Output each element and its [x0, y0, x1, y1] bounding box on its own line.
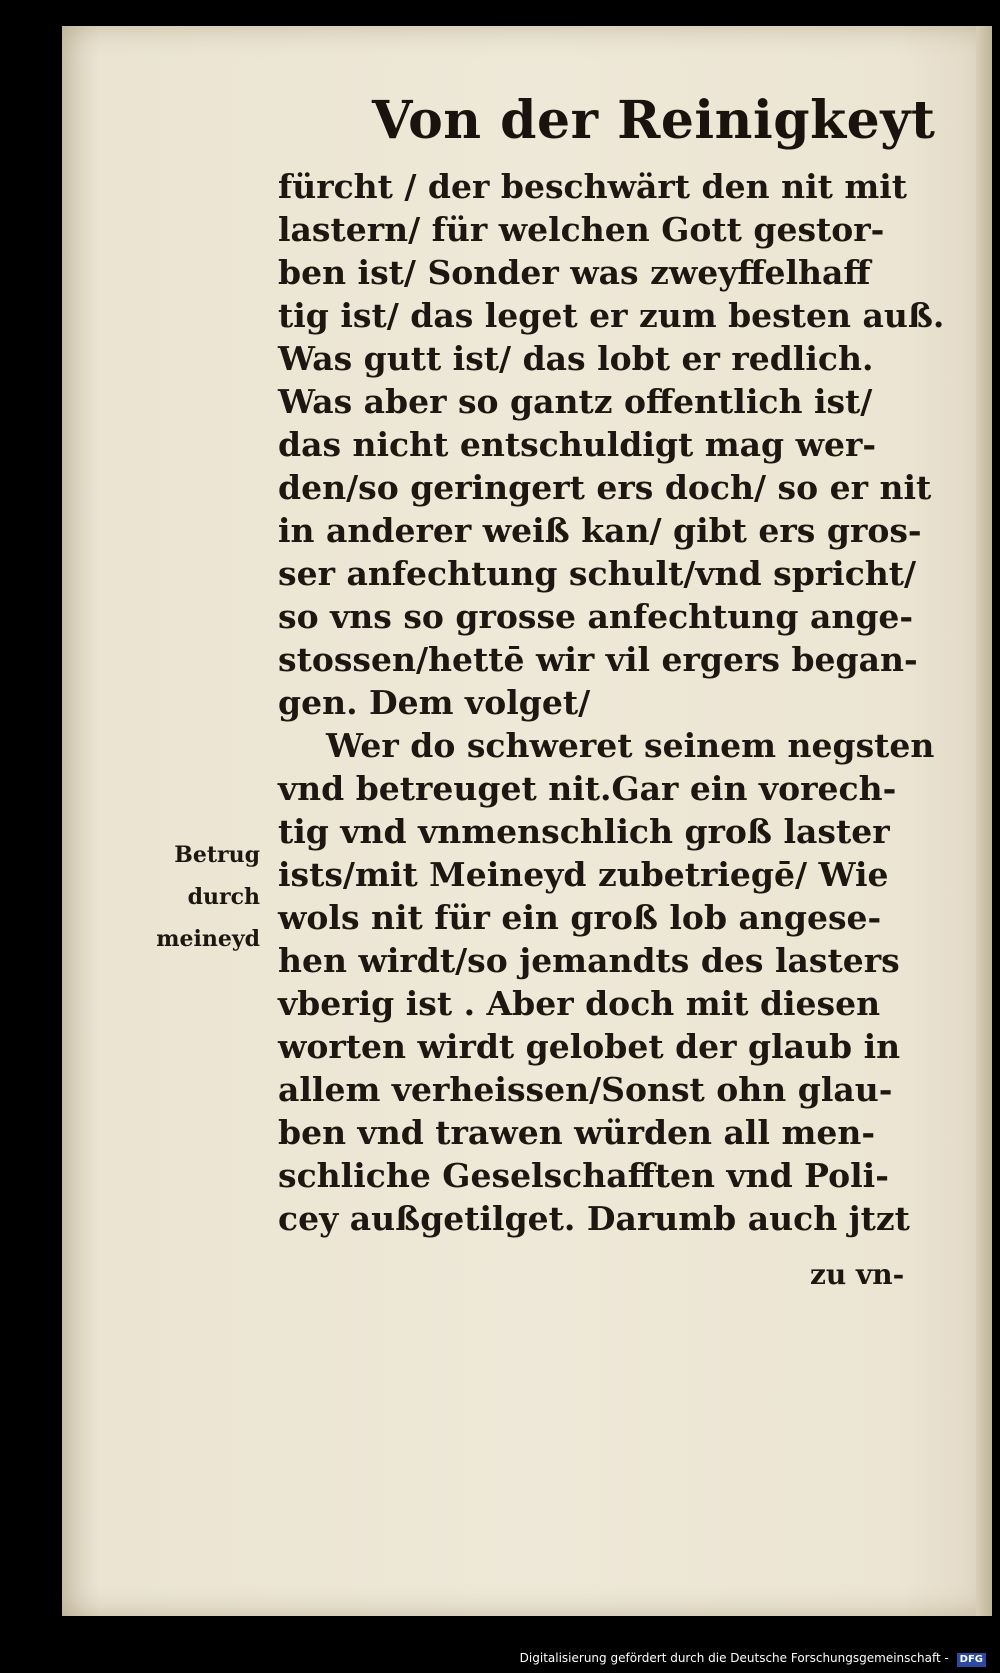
text-line: stossen/hettē wir vil ergers began- [278, 640, 918, 679]
text-line: ser anfechtung schult/vnd spricht/ [278, 554, 917, 593]
text-line: tig ist/ das leget er zum besten auß. [278, 296, 945, 335]
text-line: gen. Dem volget/ [278, 683, 591, 722]
dfg-logo-icon: DFG [957, 1653, 986, 1667]
running-head: Von der Reinigkeyt [372, 90, 936, 151]
text-line: so vns so grosse anfechtung ange- [278, 597, 914, 636]
footer-credit [520, 1651, 986, 1667]
text-line: den/so geringert ers doch/ so er nit [278, 468, 932, 507]
text-line: tig vnd vnmenschlich groß laster [278, 812, 890, 851]
text-line: Was aber so gantz offentlich ist/ [278, 382, 873, 421]
text-line: ben vnd trawen würden all men- [278, 1113, 876, 1152]
body-text [278, 165, 945, 1240]
marginal-note-line: meineyd [156, 926, 260, 952]
text-line: das nicht entschuldigt mag wer- [278, 425, 877, 464]
text-line: vnd betreuget nit.Gar ein vorech- [278, 769, 897, 808]
text-line: in anderer weiß kan/ gibt ers gros- [278, 511, 922, 550]
text-line: worten wirdt gelobet der glaub in [278, 1027, 901, 1066]
footer-credit-text: Digitalisierung gefördert durch die Deutsche Forschungsgemeinschaft - [519, 1651, 949, 1665]
text-line: ben ist/ Sonder was zweyffelhaff [278, 253, 871, 292]
text-line: hen wirdt/so jemandts des lasters [278, 941, 900, 980]
text-line: vberig ist . Aber doch mit diesen [278, 984, 881, 1023]
marginal-note-line: durch [187, 884, 260, 910]
text-line: cey außgetilget. Darumb auch jtzt [278, 1199, 910, 1238]
footer-bar [0, 1643, 1000, 1673]
marginal-note-line: Betrug [174, 842, 260, 868]
page-edge [976, 26, 992, 1616]
text-line: fürcht / der beschwärt den nit mit [278, 167, 908, 206]
text-line: Wer do schweret seinem negsten [326, 726, 935, 765]
marginal-note [0, 834, 260, 960]
catchword: zu vn- [810, 1258, 905, 1291]
text-line: lastern/ für welchen Gott gestor- [278, 210, 885, 249]
text-line: allem verheissen/Sonst ohn glau- [278, 1070, 893, 1109]
text-line: schliche Geselschafften vnd Poli- [278, 1156, 889, 1195]
text-line: ists/mit Meineyd zubetriegē/ Wie [278, 855, 889, 894]
text-line: wols nit für ein groß lob angese- [278, 898, 882, 937]
text-line: Was gutt ist/ das lobt er redlich. [278, 339, 874, 378]
